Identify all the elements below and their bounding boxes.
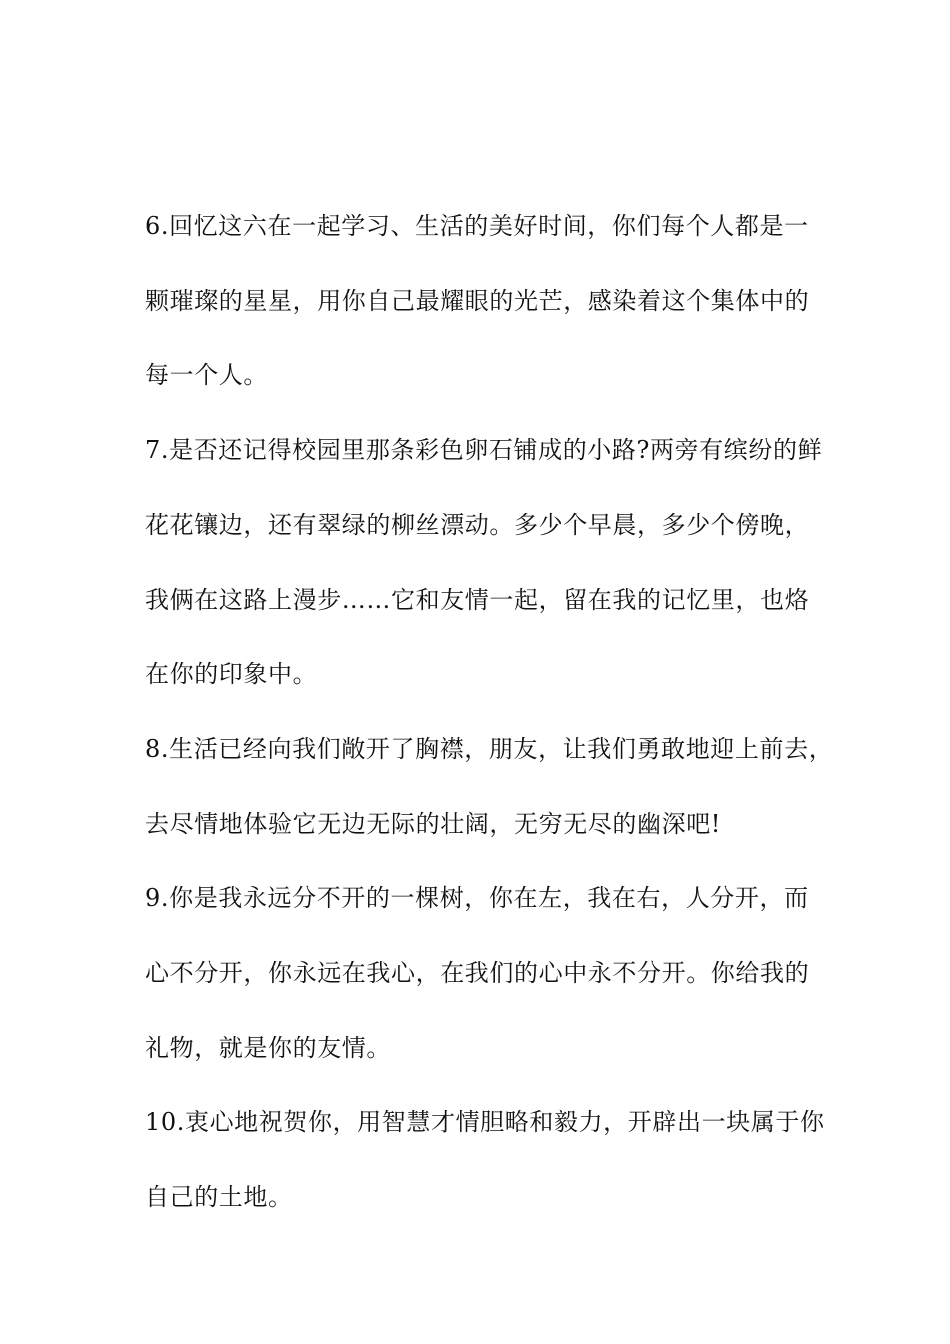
text-line: 6.回忆这六在一起学习、生活的美好时间，你们每个人都是一 <box>145 212 809 240</box>
text-line: 颗璀璨的星星，用你自己最耀眼的光芒，感染着这个集体中的 <box>145 287 810 315</box>
text-line: 心不分开，你永远在我心，在我们的心中永不分开。你给我的 <box>145 959 810 987</box>
text-line: 去尽情地体验它无边无际的壮阔，无穷无尽的幽深吧! <box>145 810 722 838</box>
text-line: 在你的印象中。 <box>145 660 318 688</box>
text-line: 礼物，就是你的友情。 <box>145 1034 391 1062</box>
text-line: 8.生活已经向我们敞开了胸襟，朋友，让我们勇敢地迎上前去， <box>145 735 834 763</box>
text-line: 花花镶边，还有翠绿的柳丝漂动。多少个早晨，多少个傍晚， <box>145 511 810 539</box>
text-line: 自己的土地。 <box>145 1183 293 1211</box>
text-line: 每一个人。 <box>145 361 268 389</box>
text-line: 7.是否还记得校园里那条彩色卵石铺成的小路?两旁有缤纷的鲜 <box>145 436 823 464</box>
text-line: 我俩在这路上漫步……它和友情一起，留在我的记忆里，也烙 <box>145 586 810 614</box>
text-line: 9.你是我永远分不开的一棵树，你在左，我在右，人分开，而 <box>145 884 809 912</box>
text-line: 10.衷心地祝贺你，用智慧才情胆略和毅力，开辟出一块属于你 <box>145 1108 825 1136</box>
